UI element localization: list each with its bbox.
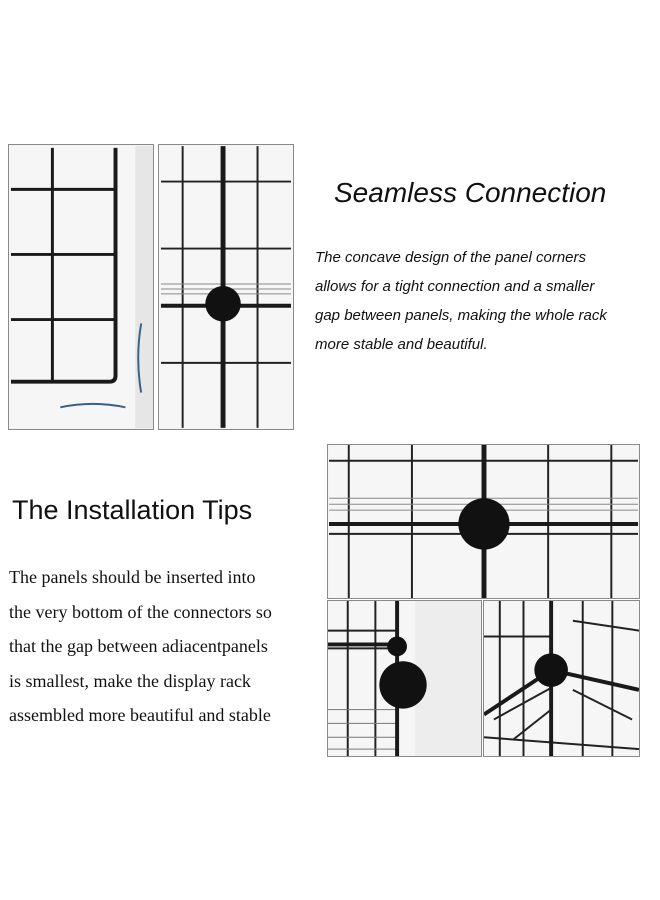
seamless-connection-title: Seamless Connection (334, 177, 607, 208)
rack-side-connector-photo (327, 600, 482, 757)
panel-connector-photo (158, 144, 294, 430)
panel-corner-image (9, 145, 153, 429)
installation-tips-description (9, 560, 272, 733)
panel-corner-photo (8, 144, 154, 430)
installation-line-5: assembled more beautiful and stable (9, 705, 271, 725)
installation-tips-title: The Installation Tips (12, 495, 253, 525)
seamless-line-2: allows for a tight connection and a smaller (315, 278, 595, 295)
installation-line-3: that the gap between adiacentpanels (9, 636, 268, 656)
seamless-line-3: gap between panels, making the whole rack (315, 307, 607, 324)
installation-line-4: is smallest, make the display rack (9, 670, 251, 691)
seamless-line-4: more stable and beautiful. (315, 336, 488, 353)
rack-connector-image (328, 445, 639, 598)
rack-corner-connector-photo (483, 600, 640, 757)
panel-connector-image (159, 145, 293, 429)
installation-line-1: The panels should be inserted into (9, 567, 256, 587)
rack-connector-photo (327, 444, 640, 599)
seamless-connection-description (315, 243, 607, 359)
rack-corner-connector-image (484, 601, 639, 756)
seamless-line-1: The concave design of the panel corners (315, 249, 587, 266)
rack-side-connector-image (328, 601, 481, 756)
installation-line-2: the very bottom of the connectors so (9, 601, 272, 622)
